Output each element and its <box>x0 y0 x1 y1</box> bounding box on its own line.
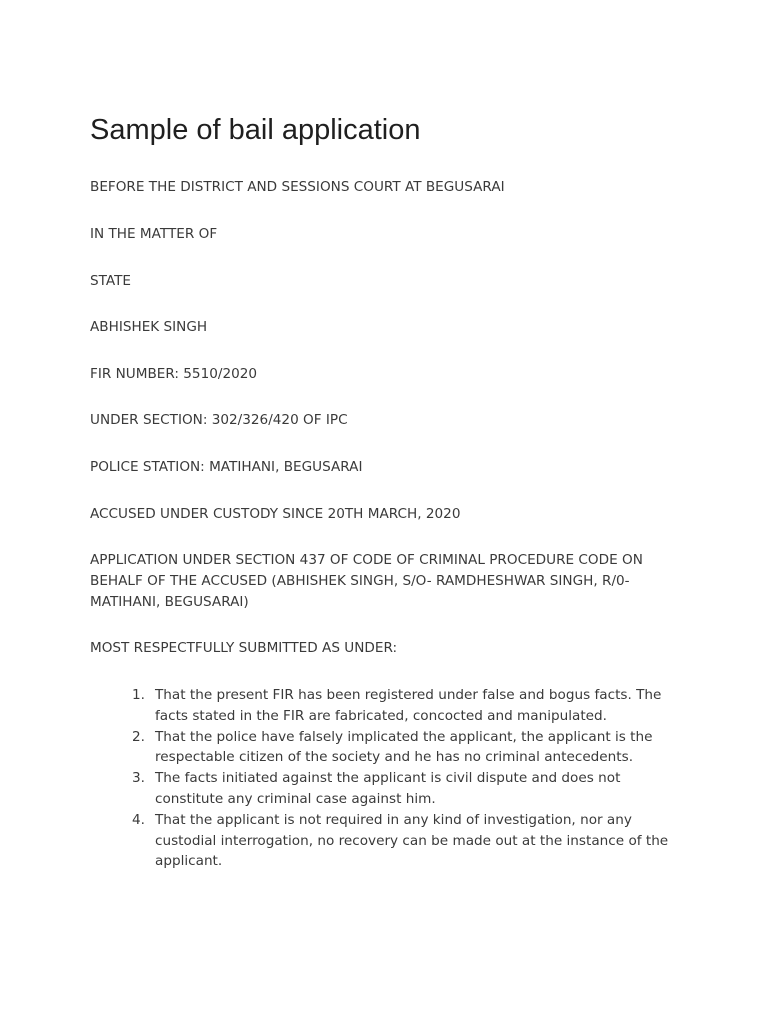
document-title: Sample of bail application <box>90 114 421 146</box>
matter-heading: IN THE MATTER OF <box>90 226 218 242</box>
list-item <box>90 685 690 727</box>
party-state: STATE <box>90 273 132 289</box>
list-item <box>90 810 690 872</box>
list-item-text: That the applicant is not required in any kind of investigation, nor any custodial interrogation, no recovery can be made out at the instance of the applicant. <box>155 811 669 870</box>
list-item-number: 4. <box>132 811 145 828</box>
party-accused: ABHISHEK SINGH <box>90 319 208 335</box>
list-item <box>90 768 690 810</box>
list-item-number: 2. <box>132 728 145 745</box>
under-section: UNDER SECTION: 302/326/420 OF IPC <box>90 412 348 428</box>
list-item-number: 1. <box>132 687 145 703</box>
list-item-number: 3. <box>132 770 145 787</box>
list-item-text: The facts initiated against the applicant is civil dispute and does not constitute any criminal case against him. <box>155 770 621 807</box>
grounds-list <box>90 685 690 872</box>
custody-date: ACCUSED UNDER CUSTODY SINCE 20TH MARCH, 2020 <box>90 506 461 522</box>
list-item-text: That the police have falsely implicated the applicant, the applicant is the respectable citizen of the society and he has no criminal antecedents. <box>155 728 653 766</box>
list-item <box>90 727 690 769</box>
police-station: POLICE STATION: MATIHANI, BEGUSARAI <box>90 459 363 475</box>
submission-heading: MOST RESPECTFULLY SUBMITTED AS UNDER: <box>90 640 398 656</box>
list-item-text: That the present FIR has been registered under false and bogus facts. The facts stated in the FIR are fabricated, concocted and manipulated. <box>155 687 662 724</box>
fir-number: FIR NUMBER: 5510/2020 <box>90 366 258 382</box>
application-statement: APPLICATION UNDER SECTION 437 OF CODE OF CRIMINAL PROCEDURE CODE ON BEHALF OF THE ACCUSED (ABHISHEK SINGH, S/O- RAMDHESHWAR SINGH, R/0- MATIHANI, BEGUSARAI) <box>90 552 643 610</box>
court-heading: BEFORE THE DISTRICT AND SESSIONS COURT AT BEGUSARAI <box>90 179 505 195</box>
